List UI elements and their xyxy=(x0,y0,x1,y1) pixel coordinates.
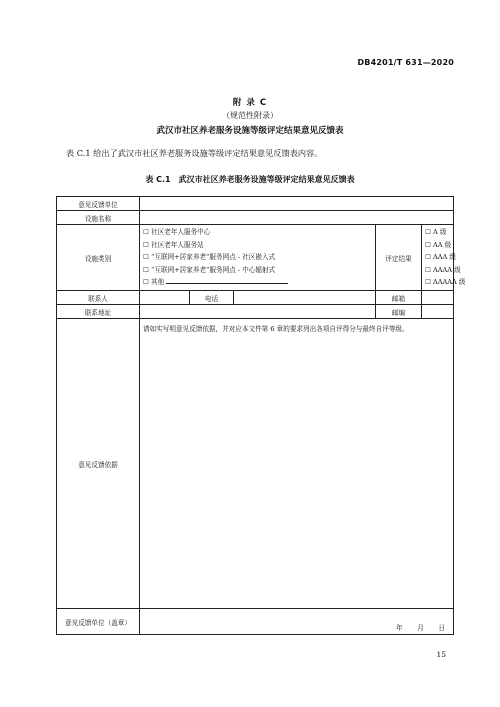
facility-type-option-other[interactable] xyxy=(143,276,372,288)
standard-code: DB4201/T 631—2020 xyxy=(357,58,454,67)
appendix-title: 附 录 C xyxy=(232,98,268,108)
postcode-field[interactable] xyxy=(422,305,454,319)
grade-options xyxy=(422,225,466,291)
email-field[interactable] xyxy=(422,291,454,305)
contact-field[interactable] xyxy=(140,291,190,305)
grade-option[interactable]: ☐ AA 级 xyxy=(425,240,452,249)
facility-type-option[interactable]: ☐ 社区老年人服务中心 xyxy=(143,228,211,237)
grade-option[interactable]: ☐ AAAAA 级 xyxy=(425,278,466,287)
table-caption: 表 C.1 武汉市社区养老服务设施等级评定结果意见反馈表 xyxy=(145,175,355,184)
row-basis xyxy=(57,319,454,609)
basis-label: 意见反馈依据 xyxy=(57,319,140,609)
date-text: 年 月 日 xyxy=(396,624,450,632)
grade-option[interactable]: ☐ A 级 xyxy=(425,228,447,237)
feedback-form-table xyxy=(56,196,466,635)
grade-option[interactable]: ☐ AAA 级 xyxy=(425,253,456,262)
page-number: 15 xyxy=(436,650,446,659)
facility-type-label: 设施类别 xyxy=(57,225,140,291)
result-label: 评定结果 xyxy=(376,225,422,291)
grade-option[interactable]: ☐ AAAA 级 xyxy=(425,265,461,274)
facility-type-other-label: ☐ 其他 xyxy=(143,278,165,287)
unit-field[interactable] xyxy=(140,197,454,211)
seal-label: 意见反馈单位（盖章） xyxy=(57,609,140,635)
basis-field[interactable] xyxy=(140,319,454,609)
other-blank-line[interactable] xyxy=(166,278,288,284)
seal-date-field[interactable] xyxy=(140,609,454,635)
row-seal xyxy=(57,609,454,635)
intro-paragraph: 表 C.1 给出了武汉市社区养老服务设施等级评定结果意见反馈表内容。 xyxy=(66,148,323,158)
email-label: 邮箱 xyxy=(376,291,422,305)
address-label: 联系地址 xyxy=(57,305,140,319)
facility-type-option[interactable]: ☐ “互联网+居家养老”服务网点 - 社区嵌入式 xyxy=(143,253,276,262)
unit-label: 意见反馈单位 xyxy=(57,197,140,211)
row-facility-type xyxy=(57,225,454,291)
facility-type-option[interactable]: ☐ “互联网+居家养老”服务网点 - 中心辐射式 xyxy=(143,265,276,274)
facility-name-label: 设施名称 xyxy=(57,211,140,225)
row-unit xyxy=(57,197,454,211)
postcode-label: 邮编 xyxy=(376,305,422,319)
row-facility-name xyxy=(57,211,454,225)
facility-type-options xyxy=(140,225,376,291)
basis-note: 请如实写明意见反馈依据，并对应本文件第 6 章的要求列出各项自评得分与最终自评等级。 xyxy=(143,325,409,333)
facility-name-field[interactable] xyxy=(140,211,454,225)
appendix-subtitle: （规范性附录） xyxy=(222,111,278,120)
row-contact xyxy=(57,291,454,305)
address-field[interactable] xyxy=(140,305,376,319)
facility-type-option[interactable]: ☐ 社区老年人服务站 xyxy=(143,240,204,249)
appendix-name: 武汉市社区养老服务设施等级评定结果意见反馈表 xyxy=(156,126,344,136)
contact-label: 联系人 xyxy=(57,291,140,305)
phone-label: 电话 xyxy=(190,291,234,305)
phone-field[interactable] xyxy=(234,291,376,305)
row-address xyxy=(57,305,454,319)
